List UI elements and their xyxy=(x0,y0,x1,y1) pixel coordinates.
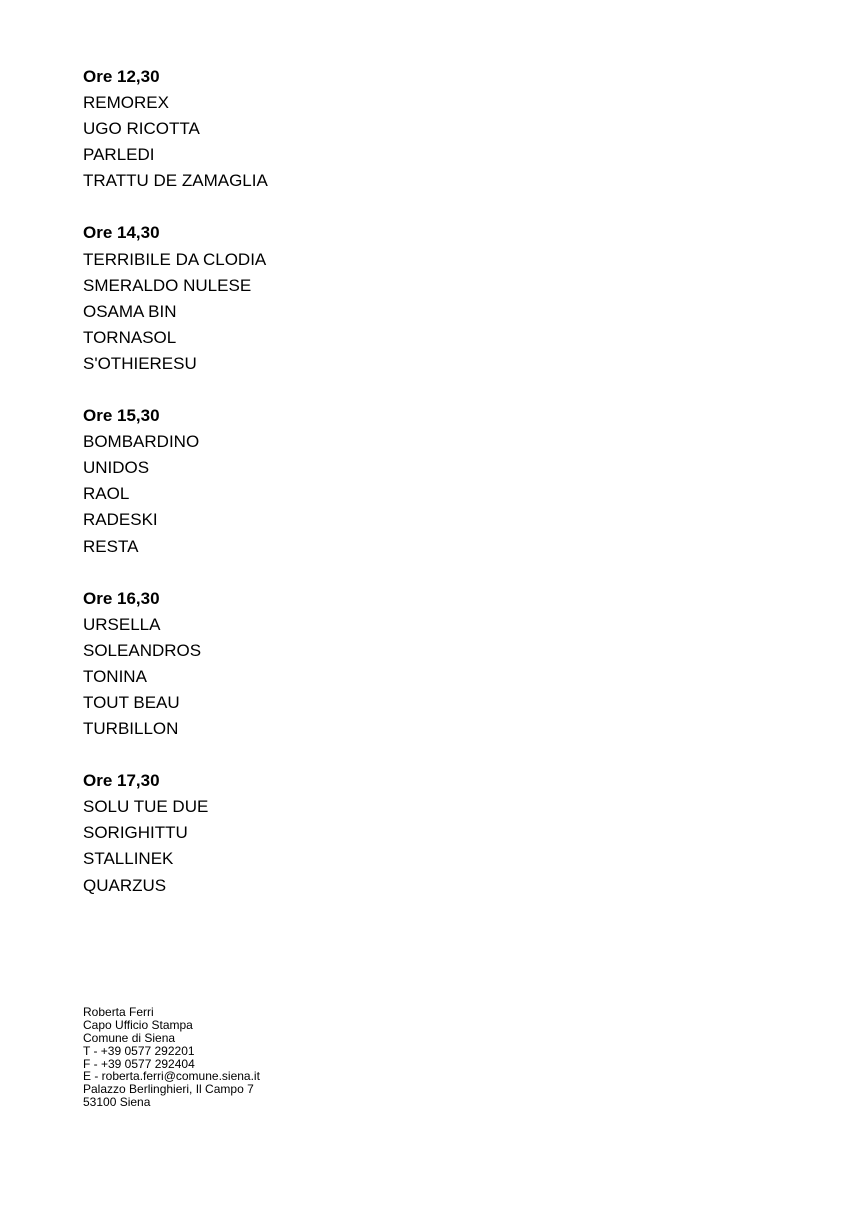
horse-name: SMERALDO NULESE xyxy=(83,275,252,295)
time-slot xyxy=(83,768,783,898)
time-slot xyxy=(83,220,783,377)
horse-list xyxy=(83,429,783,559)
contact-name: Roberta Ferri xyxy=(83,1005,154,1019)
horse-name: URSELLA xyxy=(83,614,161,634)
horse-name: S'OTHIERESU xyxy=(83,353,197,373)
horse-name: BOMBARDINO xyxy=(83,432,200,452)
horse-name: PARLEDI xyxy=(83,145,155,165)
horse-name: TRATTU DE ZAMAGLIA xyxy=(83,171,268,191)
contact-phone: T - +39 0577 292201 xyxy=(83,1043,195,1058)
horse-name: REMOREX xyxy=(83,93,169,113)
horse-name: RADESKI xyxy=(83,510,158,530)
horse-list xyxy=(83,612,783,742)
time-slot xyxy=(83,64,783,194)
slot-time-heading: Ore 14,30 xyxy=(83,223,160,243)
contact-email: E - roberta.ferri@comune.siena.it xyxy=(83,1069,260,1084)
slot-time-heading: Ore 15,30 xyxy=(83,406,160,426)
horse-list xyxy=(83,90,783,194)
horse-name: TURBILLON xyxy=(83,719,179,739)
horse-name: QUARZUS xyxy=(83,875,167,895)
contact-role: Capo Ufficio Stampa xyxy=(83,1017,193,1032)
horse-name: RESTA xyxy=(83,536,139,556)
horse-name: RAOL xyxy=(83,484,130,504)
horse-name: TONINA xyxy=(83,666,147,686)
contact-address: Palazzo Berlinghieri, Il Campo 7 xyxy=(83,1082,254,1097)
time-slot xyxy=(83,586,783,743)
slot-time-heading: Ore 17,30 xyxy=(83,771,160,791)
horse-name: STALLINEK xyxy=(83,849,174,869)
slot-time-heading: Ore 16,30 xyxy=(83,588,160,608)
horse-name: OSAMA BIN xyxy=(83,301,177,321)
press-office-contact xyxy=(83,1006,260,1109)
contact-city: 53100 Siena xyxy=(83,1095,151,1110)
horse-list xyxy=(83,247,783,377)
horse-name: SOLU TUE DUE xyxy=(83,797,209,817)
contact-fax: F - +39 0577 292404 xyxy=(83,1056,195,1071)
horse-name: SOLEANDROS xyxy=(83,640,202,660)
horse-name: UNIDOS xyxy=(83,458,150,478)
schedule-document xyxy=(83,64,783,925)
horse-name: SORIGHITTU xyxy=(83,823,188,843)
horse-name: UGO RICOTTA xyxy=(83,119,200,139)
horse-name: TORNASOL xyxy=(83,327,177,347)
horse-list xyxy=(83,794,783,898)
horse-name: TERRIBILE DA CLODIA xyxy=(83,249,267,269)
horse-name: TOUT BEAU xyxy=(83,692,180,712)
slot-time-heading: Ore 12,30 xyxy=(83,67,160,86)
time-slot xyxy=(83,403,783,560)
contact-office: Comune di Siena xyxy=(83,1030,176,1045)
